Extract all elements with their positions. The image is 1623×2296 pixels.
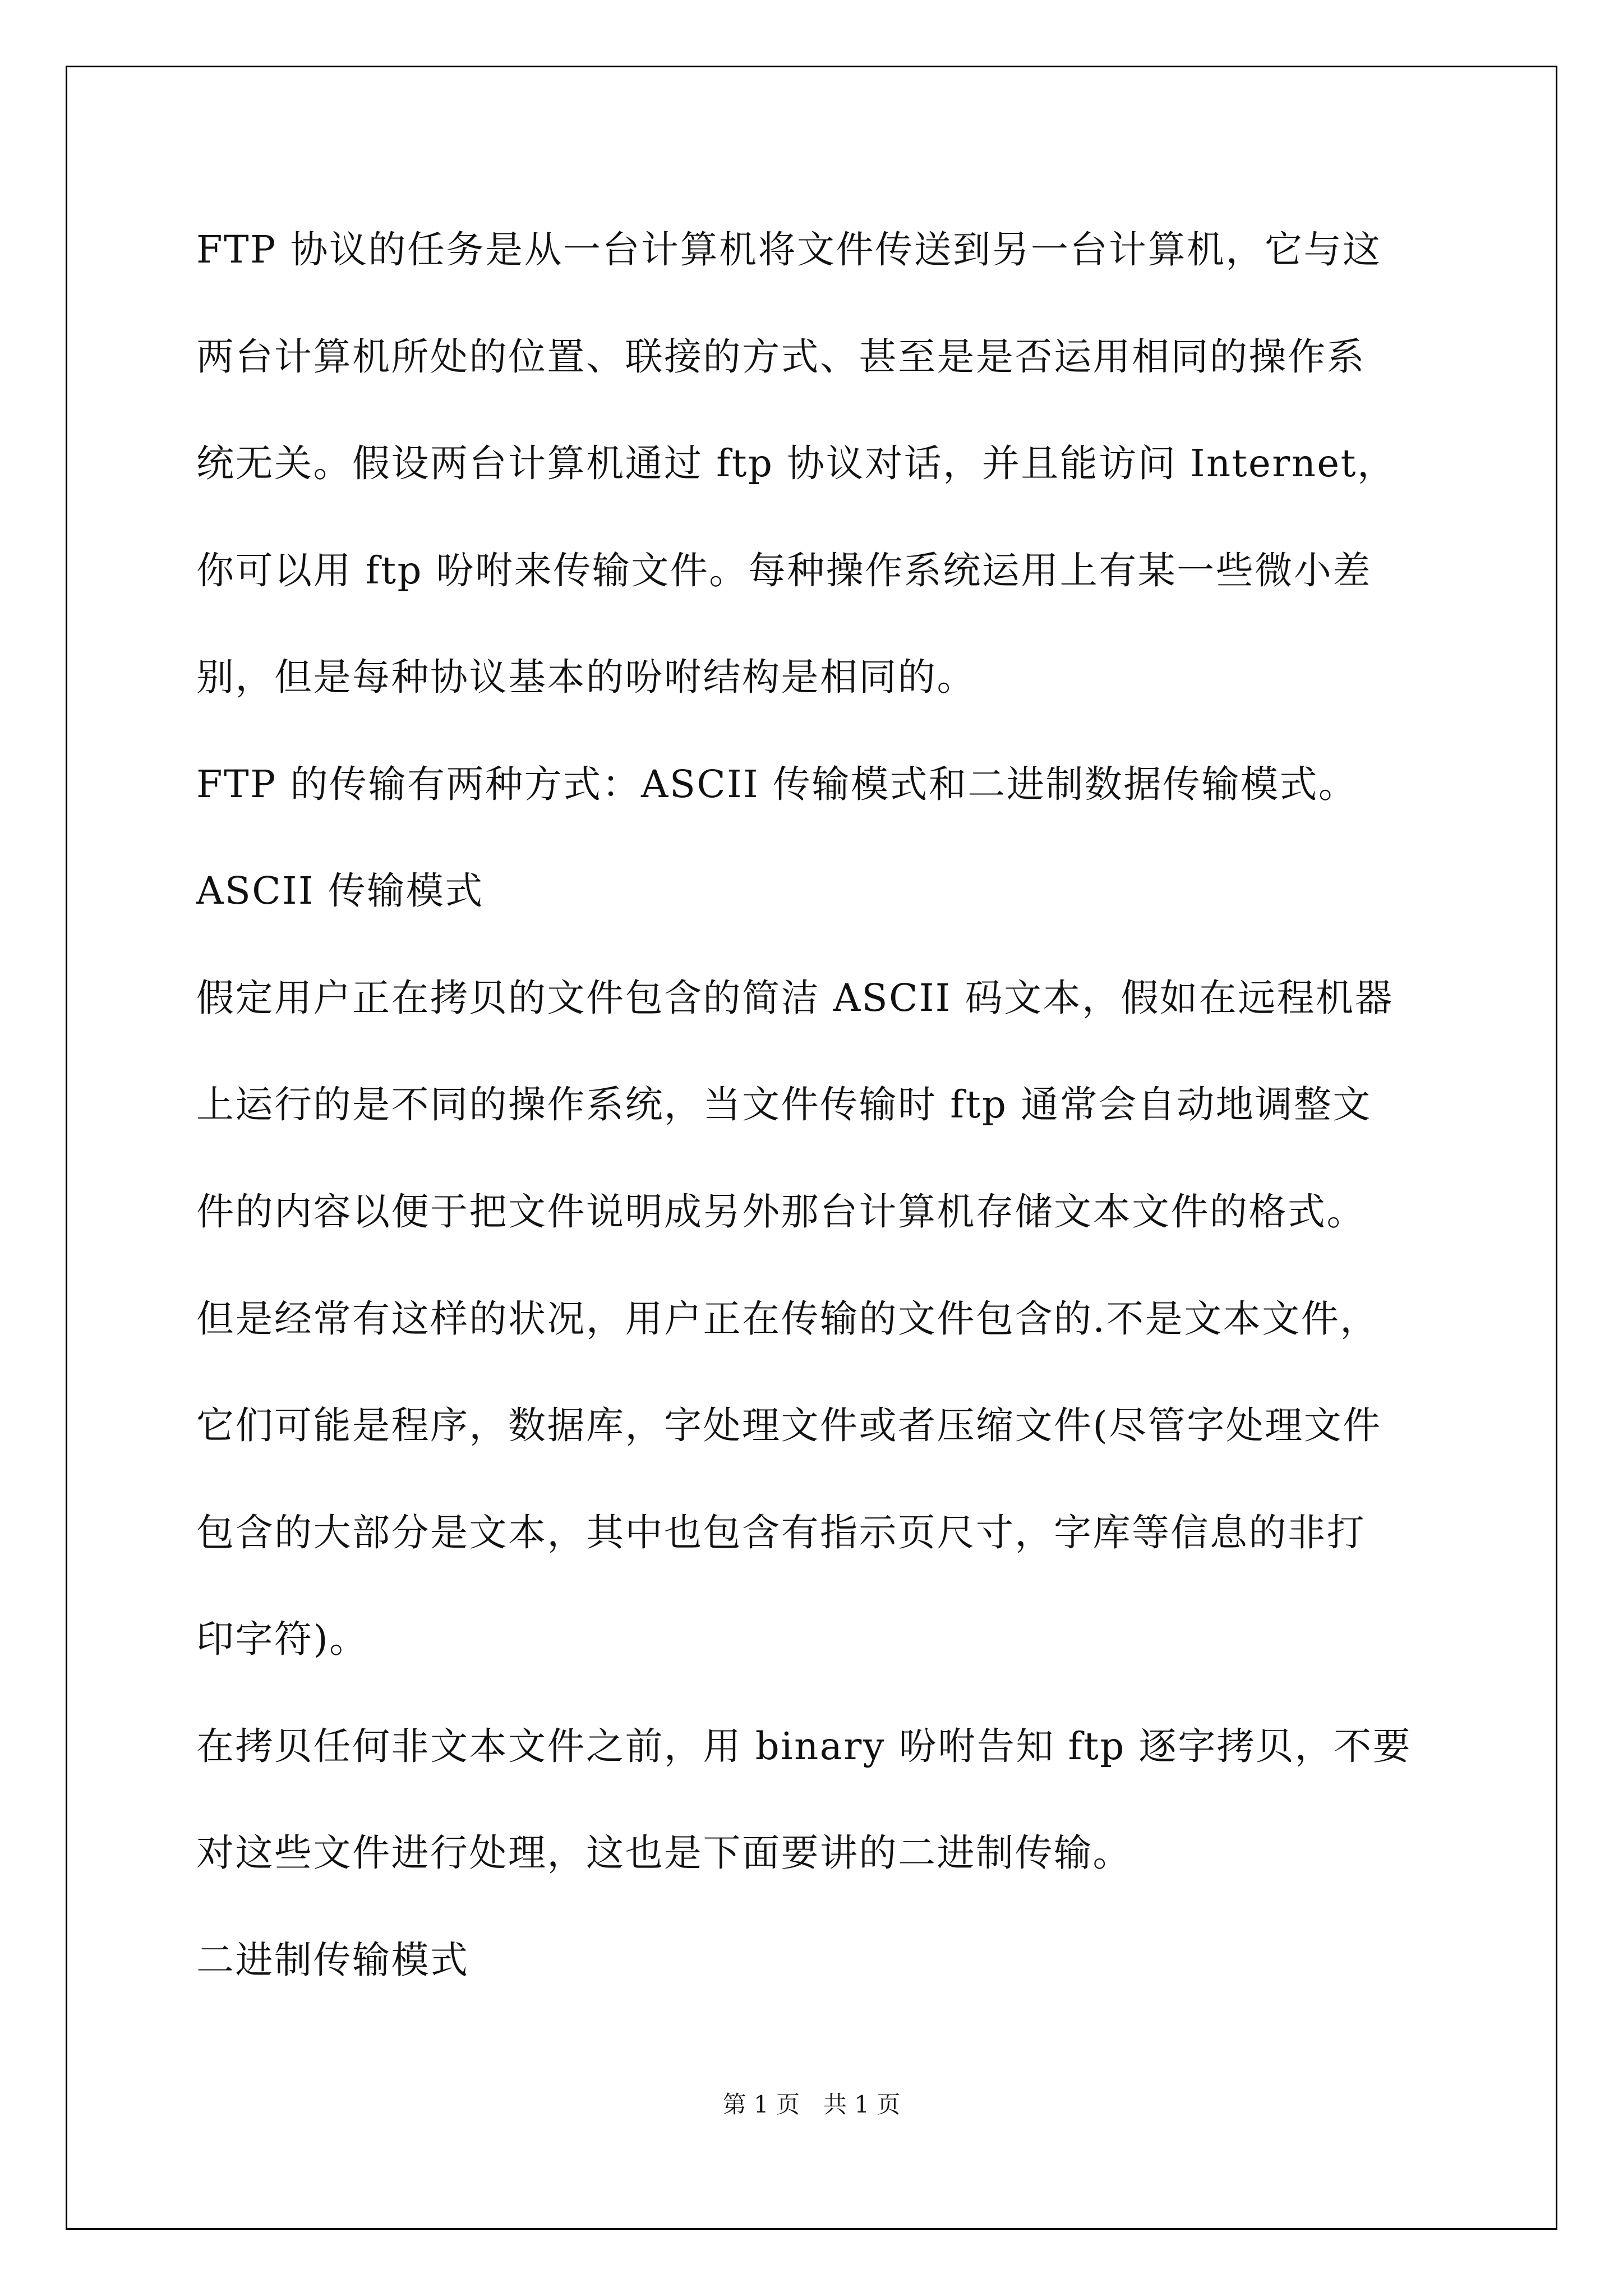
text-line: 统无关。假设两台计算机通过 ftp 协议对话，并且能访问 Internet， bbox=[196, 441, 1396, 485]
text-line: 别，但是每种协议基本的吩咐结构是相同的。 bbox=[196, 655, 976, 699]
text-line: 两台计算机所处的位置、联接的方式、甚至是是否运用相同的操作系 bbox=[196, 335, 1366, 379]
text-line: 它们可能是程序，数据库，字处理文件或者压缩文件(尽管字处理文件 bbox=[196, 1404, 1382, 1447]
page-border bbox=[66, 66, 1557, 2230]
text-line: 上运行的是不同的操作系统，当文件传输时 ftp 通常会自动地调整文 bbox=[196, 1083, 1372, 1126]
text-line: FTP 协议的任务是从一台计算机将文件传送到另一台计算机，它与这 bbox=[196, 228, 1382, 272]
text-line: 在拷贝任何非文本文件之前，用 binary 吩咐告知 ftp 逐字拷贝，不要 bbox=[196, 1724, 1412, 1768]
text-line: 印字符)。 bbox=[196, 1617, 368, 1661]
text-line: 但是经常有这样的状况，用户正在传输的文件包含的.不是文本文件， bbox=[196, 1297, 1379, 1341]
section-heading: ASCII 传输模式 bbox=[196, 869, 484, 913]
text-line: 假定用户正在拷贝的文件包含的简洁 ASCII 码文本，假如在远程机器 bbox=[196, 976, 1394, 1020]
text-line: 包含的大部分是文本，其中也包含有指示页尺寸，字库等信息的非打 bbox=[196, 1511, 1366, 1554]
text-line: 你可以用 ftp 吩咐来传输文件。每种操作系统运用上有某一些微小差 bbox=[196, 549, 1372, 592]
text-line: 对这些文件进行处理，这也是下面要讲的二进制传输。 bbox=[196, 1831, 1132, 1875]
text-line: 件的内容以便于把文件说明成另外那台计算机存储文本文件的格式。 bbox=[196, 1190, 1366, 1234]
section-heading: 二进制传输模式 bbox=[196, 1938, 469, 1982]
text-line: FTP 的传输有两种方式：ASCII 传输模式和二进制数据传输模式。 bbox=[196, 762, 1358, 806]
page-footer: 第 1 页 共 1 页 bbox=[722, 2091, 901, 2118]
